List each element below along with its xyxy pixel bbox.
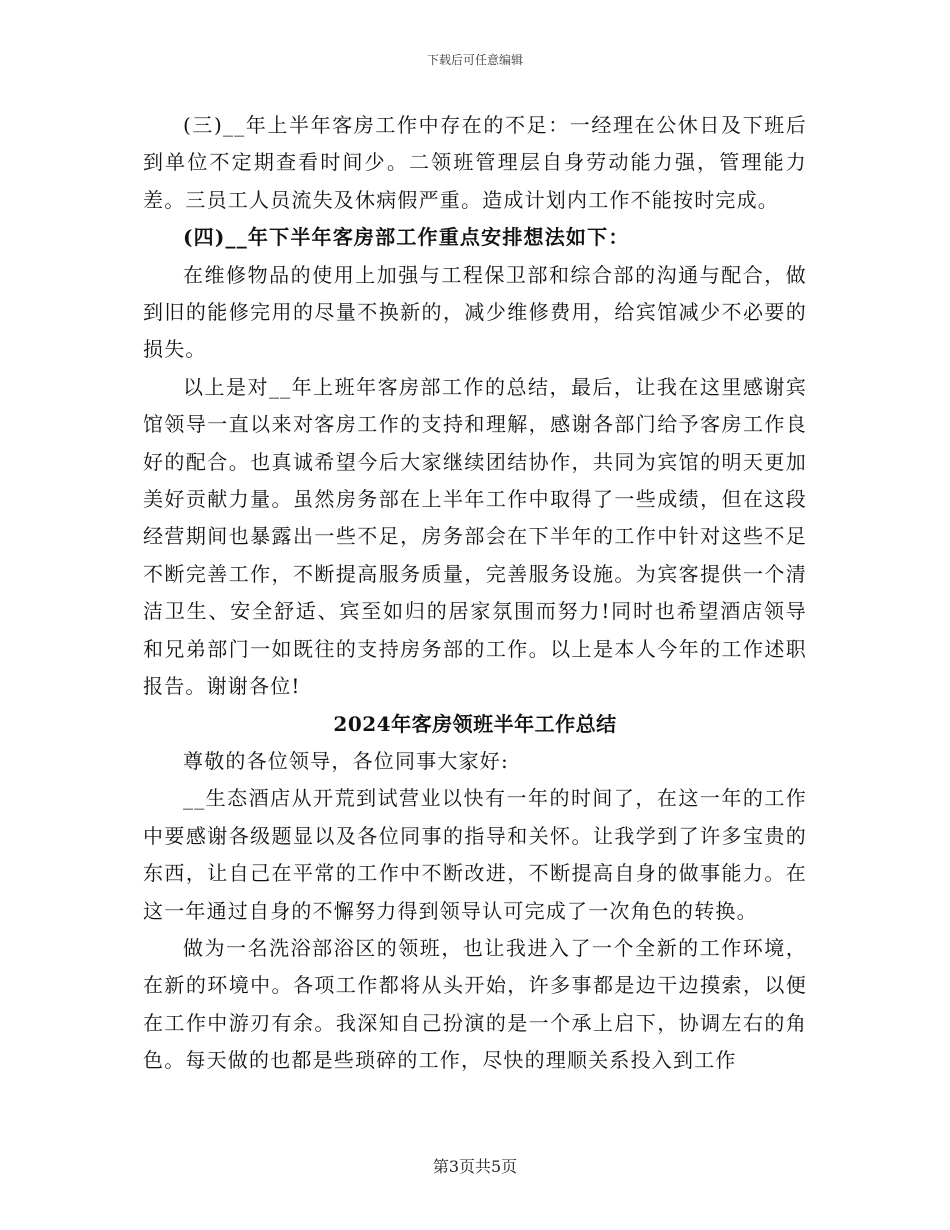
document-title: 2024年客房领班半年工作总结 [333,711,617,736]
paragraph-greeting: 尊敬的各位领导，各位同事大家好: [183,748,509,773]
page-header: 下载后可任意编辑 [426,53,523,67]
paragraph-introduction: __生态酒店从开荒到试营业以快有一年的时间了，在这一年的工作中要感谢各级题显以及各位同事的指导和关怀。让我学到了许多宝贵的东西，让自己在平常的工作中不断改进，不断提高自身的做事能力。在这一年通过自身的不懈努力得到领导认可完成了一次角色的转换。 [143,786,807,923]
paragraph-role: 做为一名洗浴部浴区的领班，也让我进入了一个全新的工作环境，在新的环境中。各项工作都将从头开始，许多事都是边干边摸索，以便在工作中游刃有余。我深知自己扮演的是一个承上启下，协调左右的角色。每天做的也都是些琐碎的工作，尽快的理顺关系投入到工作 [143,935,807,1073]
section-heading-plan: (四)__年下半年客房部工作重点安排想法如下： [183,225,630,250]
document-body [143,107,807,1080]
page-number: 第3页共5页 [432,1157,518,1176]
paragraph-maintenance: 在维修物品的使用上加强与工程保卫部和综合部的沟通与配合，做到旧的能修完用的尽量不换新的，减少维修费用，给宾馆减少不必要的损失。 [143,262,807,362]
paragraph-shortcomings: (三)__年上半年客房工作中存在的不足：一经理在公休日及下班后到单位不定期查看时间少。二领班管理层自身劳动能力强，管理能力差。三员工人员流失及休病假严重。造成计划内工作不能按时完成。 [143,113,807,212]
paragraph-conclusion: 以上是对__年上班年客房部工作的总结，最后，让我在这里感谢宾馆领导一直以来对客房工作的支持和理解，感谢各部门给予客房工作良好的配合。也真诚希望今后大家继续团结协作，共同为宾馆的明天更加美好贡献力量。虽然房务部在上半年工作中取得了一些成绩，但在这段经营期间也暴露出一些不足，房务部会在下半年的工作中针对这些不足不断完善工作，不断提高服务质量，完善服务设施。为宾客提供一个清洁卫生、安全舒适、宾至如归的居家氛围而努力!同时也希望酒店领导和兄弟部门一如既往的支持房务部的工作。以上是本人今年的工作述职报告。谢谢各位! [143,374,807,699]
